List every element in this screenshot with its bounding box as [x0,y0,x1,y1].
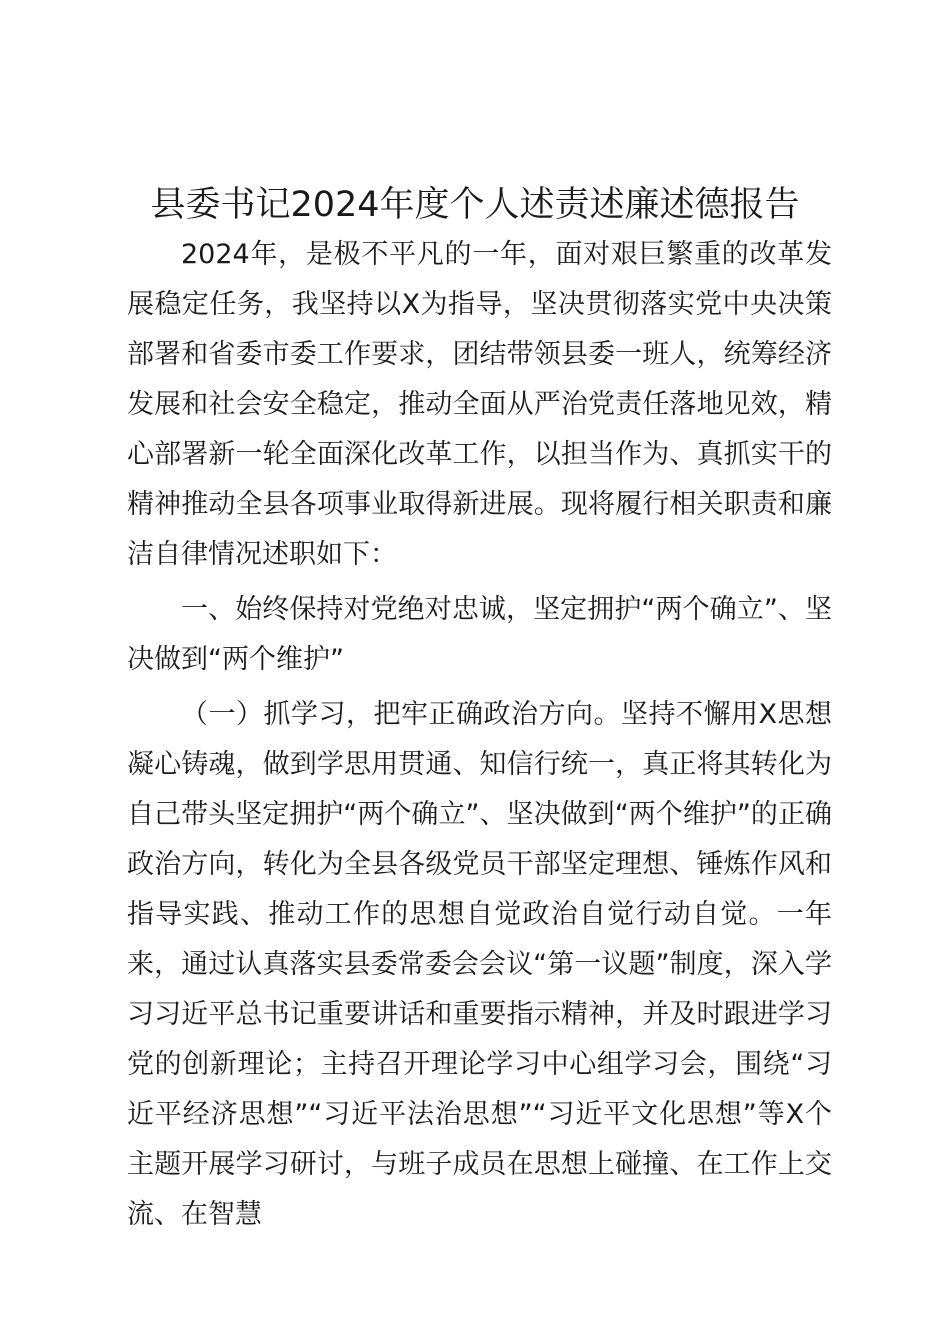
intro-paragraph: 2024年，是极不平凡的一年，面对艰巨繁重的改革发展稳定任务，我坚持以X为指导，坚决贯彻落实党中央决策部署和省委市委工作要求，团结带领县委一班人，统筹经济发展和社会安全稳定，推动全面从严治党责任落地见效，精心部署新一轮全面深化改革工作，以担当作为、真抓实干的精神推动全县各项事业取得新进展。现将履行相关职责和廉洁自律情况述职如下： [127,239,832,570]
section-heading-1: 一、始终保持对党绝对忠诚，坚定拥护“两个确立”、坚决做到“两个维护” [127,594,832,675]
document-title: 县委书记2024年度个人述责述廉述德报告 [150,185,800,225]
subsection-paragraph-1: （一）抓学习，把牢正确政治方向。坚持不懈用X思想凝心铸魂，做到学思用贯通、知信行统一，真正将其转化为自己带头坚定拥护“两个确立”、坚决做到“两个维护”的正确政治方向，转化为全县各级党员干部坚定理想、锤炼作风和指导实践、推动工作的思想自觉政治自觉行动自觉。一年来，通过认真落实县委常委会会议“第一议题”制度，深入学习习近平总书记重要讲话和重要指示精神，并及时跟进学习党的创新理论；主持召开理论学习中心组学习会，围绕“习近平经济思想”“习近平法治思想”“习近平文化思想”等X个主题开展学习研讨，与班子成员在思想上碰撞、在工作上交流、在智慧 [127,699,832,1230]
document-body [127,230,832,1240]
